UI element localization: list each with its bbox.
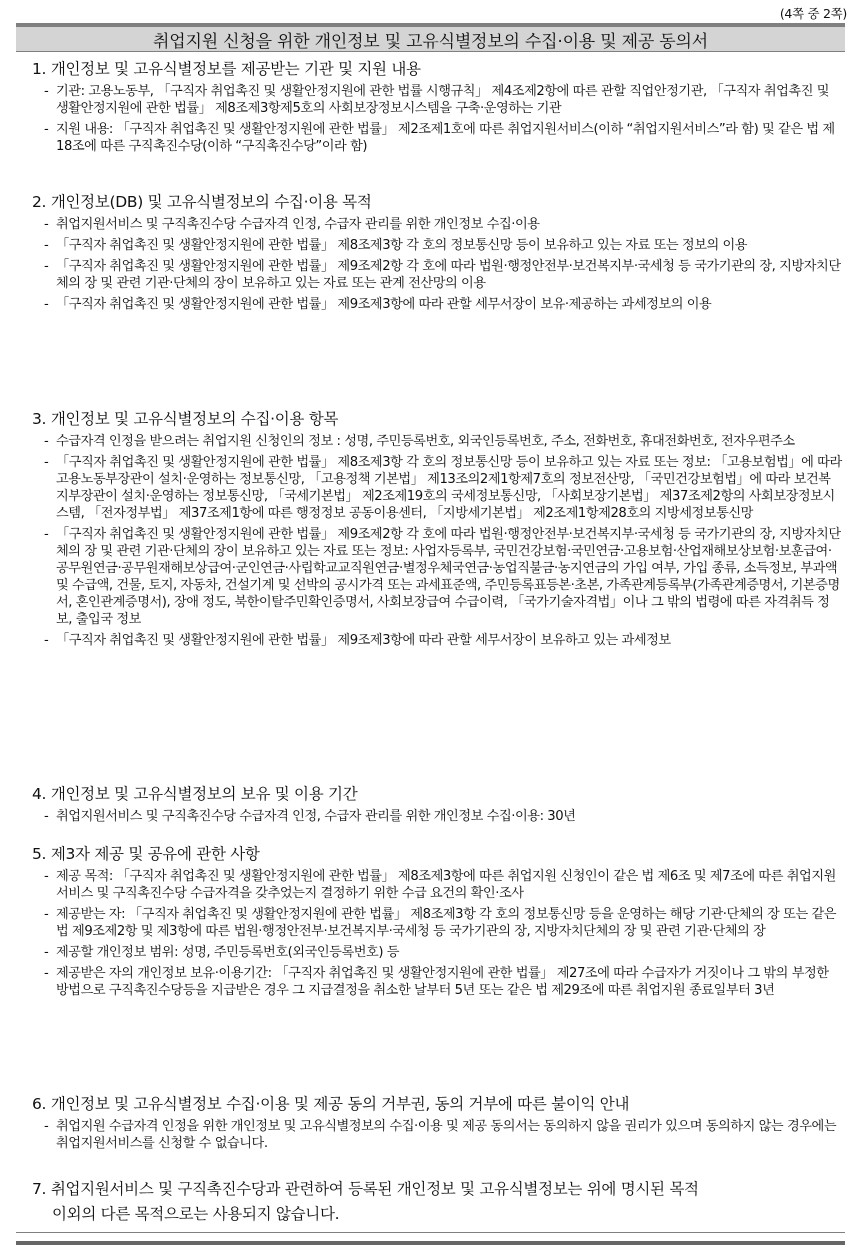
- bottom-divider: [16, 1232, 845, 1233]
- section-heading: 6. 개인정보 및 고유식별정보 수집·이용 및 제공 동의 거부권, 동의 거부에 따른 불이익 안내: [32, 1095, 630, 1113]
- list-item: - 기관: 고용노동부, 「구직자 취업촉진 및 생활안정지원에 관한 법률 시행규칙」 제4조제2항에 따른 관할 직업안정기관, 「구직자 취업촉진 및 생활안정지원에 관한 법률」 제8조제3항제5호의 사회보장정보시스템을 구축·운영하는 기관: [44, 84, 830, 116]
- list-item: - 「구직자 취업촉진 및 생활안정지원에 관한 법률」 제8조제3항 각 호의 정보통신망 등이 보유하고 있는 자료 또는 정보: 「고용보험법」에 따라 고용노동부장관이 설치·운영하는 정보통신망, 「고용정책 기본법」 제13조의2제1항제7호의 정보전산망, 「국민건강보험법」에 따라 보건복지부장관이 설치·운영하는 정보통신망, 「국세기본법」 제2조제19호의 국세정보통신망, 「사회보장기본법」 제37조제2항의 사회보장정보시스템, 「전자정부법」 제37조제1항에 따른 행정정보 공동이용센터, 「지방세기본법」 제2조제1항제28호의 지방세정보통신망: [44, 455, 842, 521]
- list-item: - 제공받은 자의 개인정보 보유·이용기간: 「구직자 취업촉진 및 생활안정지원에 관한 법률」 제27조에 따라 수급자가 거짓이나 그 밖의 부정한 방법으로 구직촉진수당등을 지급받은 경우 그 지급결정을 취소한 날부터 5년 또는 같은 법 제29조에 따른 취업지원 종료일부터 3년: [44, 966, 829, 998]
- section-heading: 1. 개인정보 및 고유식별정보를 제공받는 기관 및 지원 내용: [32, 60, 421, 78]
- section-2: [16, 191, 845, 408]
- section-6: [16, 1093, 845, 1178]
- list-item: - 「구직자 취업촉진 및 생활안정지원에 관한 법률」 제9조제3항에 따라 관할 세무서장이 보유·제공하는 과세정보의 이용: [44, 297, 712, 312]
- list-item: - 제공할 개인정보 범위: 성명, 주민등록번호(외국인등록번호) 등: [44, 945, 400, 960]
- list-item: - 「구직자 취업촉진 및 생활안정지원에 관한 법률」 제9조제2항 각 호에 따라 법원·행정안전부·보건복지부·국세청 등 국가기관의 장, 지방자치단체의 장 및 관련 기관·단체의 장이 보유하고 있는 자료 또는 관계 전산망의 이용: [44, 259, 841, 291]
- section-3: [16, 408, 845, 783]
- bottom-border-bar: [16, 1241, 845, 1245]
- section-4: [16, 783, 845, 843]
- document-body: [16, 58, 845, 1225]
- list-item: - 제공받는 자: 「구직자 취업촉진 및 생활안정지원에 관한 법률」 제8조제3항 각 호의 정보통신망 등을 운영하는 해당 기관·단체의 장 또는 같은 법 제9조제2항 및 제3항에 따른 법원·행정안전부·보건복지부·국세청 등 국가기관의 장, 지방자치단체의 장 및 관련 기관·단체의 장: [44, 907, 837, 939]
- section-heading: 7. 취업지원서비스 및 구직촉진수당과 관련하여 등록된 개인정보 및 고유식별정보는 위에 명시된 목적: [32, 1180, 699, 1198]
- section-7: [16, 1178, 845, 1225]
- list-item: - 지원 내용: 「구직자 취업촉진 및 생활안정지원에 관한 법률」 제2조제1호에 따른 취업지원서비스(이하 “취업지원서비스”라 함) 및 같은 법 제18조에 따른 구직촉진수당(이하 “구직촉진수당”이라 함): [44, 122, 835, 154]
- list-item: - 취업지원서비스 및 구직촉진수당 수급자격 인정, 수급자 관리를 위한 개인정보 수집·이용: [44, 217, 540, 232]
- section-5: [16, 843, 845, 1093]
- document-title: 취업지원 신청을 위한 개인정보 및 고유식별정보의 수집·이용 및 제공 동의서: [153, 31, 708, 52]
- list-item: - 취업지원서비스 및 구직촉진수당 수급자격 인정, 수급자 관리를 위한 개인정보 수집·이용: 30년: [44, 809, 576, 824]
- section-heading: 2. 개인정보(DB) 및 고유식별정보의 수집·이용 목적: [32, 193, 372, 211]
- list-item: - 「구직자 취업촉진 및 생활안정지원에 관한 법률」 제9조제2항 각 호에 따라 법원·행정안전부·보건복지부·국세청 등 국가기관의 장, 지방자치단체의 장 및 관련 기관·단체의 장이 보유하고 있는 자료 또는 정보: 사업자등록부, 국민건강보험·국민연금·고용보험·산업재해보상보험·보훈급여·공무원연금·공무원재해보상급여·군인연금·사립학교교직원연금·별정우체국연금·농업직불금·농지연금의 가입 여부, 가입 종류, 소득정보, 부과액 및 수급액, 건물, 토지, 자동차, 건설기계 및 선박의 공시가격 또는 과세표준액, 주민등록표등본·초본, 가족관계등록부(가족관계증명서, 기본증명서, 혼인관계증명서), 장애 정도, 북한이탈주민확인증명서, 사회보장급여 수급이력, 「국가기술자격법」이나 그 밖의 법령에 따른 자격취득 정보, 출입국 정보: [44, 527, 841, 627]
- section-heading: 4. 개인정보 및 고유식별정보의 보유 및 이용 기간: [32, 785, 358, 803]
- list-item: - 수급자격 인정을 받으려는 취업지원 신청인의 정보 : 성명, 주민등록번호, 외국인등록번호, 주소, 전화번호, 휴대전화번호, 전자우편주소: [44, 434, 795, 449]
- list-item: - 제공 목적: 「구직자 취업촉진 및 생활안정지원에 관한 법률」 제8조제3항에 따른 취업지원 신청인이 같은 법 제6조 및 제7조에 따른 취업지원서비스 및 구직촉진수당 수급자격을 갖추었는지 결정하기 위한 수급 요건의 확인·조사: [44, 869, 836, 901]
- page-indicator: (4쪽 중 2쪽): [779, 6, 847, 21]
- section-1: [16, 58, 845, 191]
- section-heading-continuation: 이외의 다른 목적으로는 사용되지 않습니다.: [52, 1205, 340, 1223]
- list-item: - 취업지원 수급자격 인정을 위한 개인정보 및 고유식별정보의 수집·이용 및 제공 동의서는 동의하지 않을 권리가 있으며 동의하지 않는 경우에는 취업지원서비스를 신청할 수 없습니다.: [44, 1119, 837, 1151]
- list-item: - 「구직자 취업촉진 및 생활안정지원에 관한 법률」 제8조제3항 각 호의 정보통신망 등이 보유하고 있는 자료 또는 정보의 이용: [44, 238, 748, 253]
- section-heading: 3. 개인정보 및 고유식별정보의 수집·이용 항목: [32, 410, 339, 428]
- document-title-bar: [16, 23, 845, 52]
- section-heading: 5. 제3자 제공 및 공유에 관한 사항: [32, 845, 260, 863]
- list-item: - 「구직자 취업촉진 및 생활안정지원에 관한 법률」 제9조제3항에 따라 관할 세무서장이 보유하고 있는 과세정보: [44, 633, 671, 648]
